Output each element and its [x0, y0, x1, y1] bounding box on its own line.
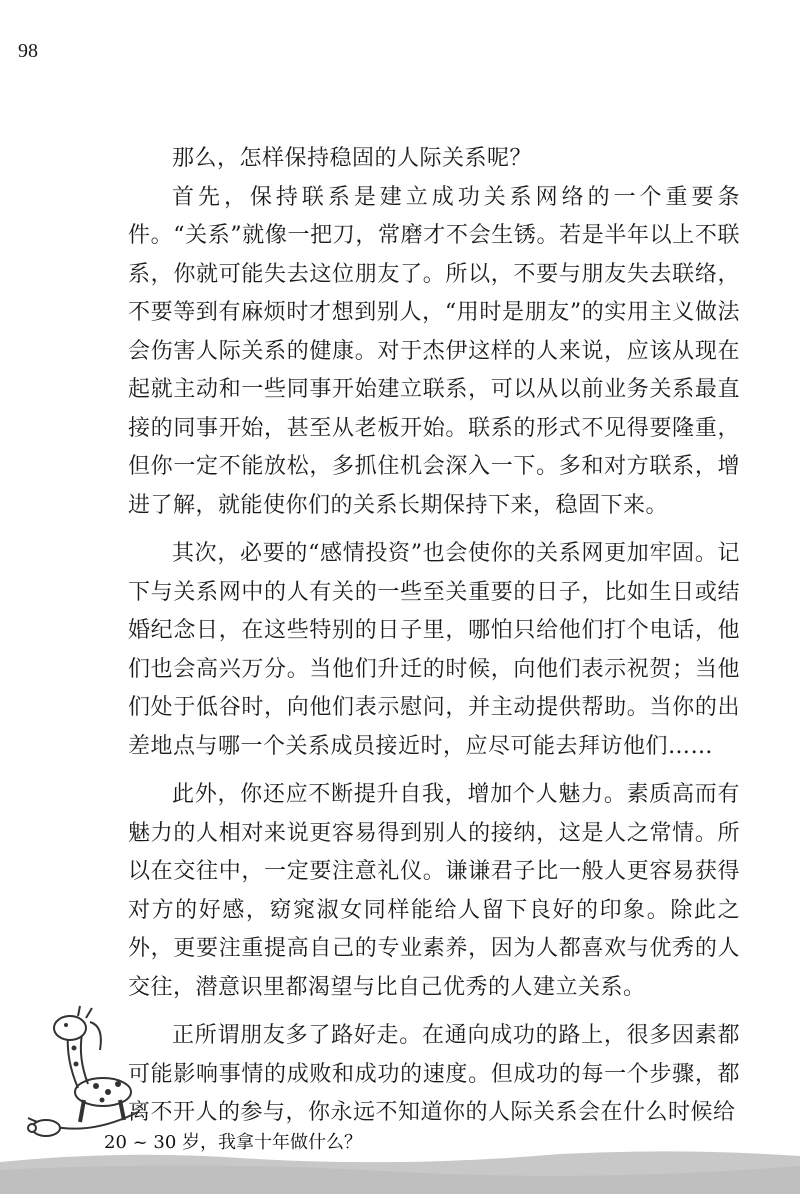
paragraph-1: 那么，怎样保持稳固的人际关系呢？ — [172, 146, 533, 171]
paragraph-4: 此外，你还应不断提升自我，增加个人魅力。素质高而有魅力的人相对来说更容易得到别人的接纳，这是人之常情。所以在交往中，一定要注意礼仪。谦谦君子比一般人更容易获得对方的好感，窈窕淑女同样能给人留下良好的印象。除此之外，更要注重提高自己的专业素养，因为人都喜欢与优秀的人交往，潜意识里都渴望与比自己优秀的人建立关系。 — [128, 782, 740, 1000]
paragraph-5: 正所谓朋友多了路好走。在通向成功的路上，很多因素都可能影响事情的成败和成功的速度。但成功的每一个步骤，都离不开人的参与，你永远不知道你的人际关系会在什么时候给 — [128, 1023, 740, 1125]
paragraph-2: 首先，保持联系是建立成功关系网络的一个重要条件。“关系”就像一把刀，常磨才不会生锈。若是半年以上不联系，你就可能失去这位朋友了。所以，不要与朋友失去联络，不要等到有麻烦时才想到别人，“用时是朋友”的实用主义做法会伤害人际关系的健康。对于杰伊这样的人来说，应该从现在起就主动和一些同事开始建立联系，可以从以前业务关系最直接的同事开始，甚至从老板开始。联系的形式不见得要隆重，但你一定不能放松，多抓住机会深入一下。多和对方联系，增进了解，就能使你们的关系长期保持下来，稳固下来。 — [128, 184, 740, 518]
paragraph-3: 其次，必要的“感情投资”也会使你的关系网更加牢固。记下与关系网中的人有关的一些至关重要的日子，比如生日或结婚纪念日，在这些特别的日子里，哪怕只给他们打个电话，他们也会高兴万分。当他们升迁的时候，向他们表示祝贺；当他们处于低谷时，向他们表示慰问，并主动提供帮助。当你的出差地点与哪一个关系成员接近时，应尽可能去拜访他们…… — [128, 541, 740, 759]
body-text — [128, 140, 740, 1133]
footer-title: 20 ~ 30 岁，我拿十年做什么？ — [104, 1132, 363, 1153]
page-number: 98 — [18, 40, 38, 62]
